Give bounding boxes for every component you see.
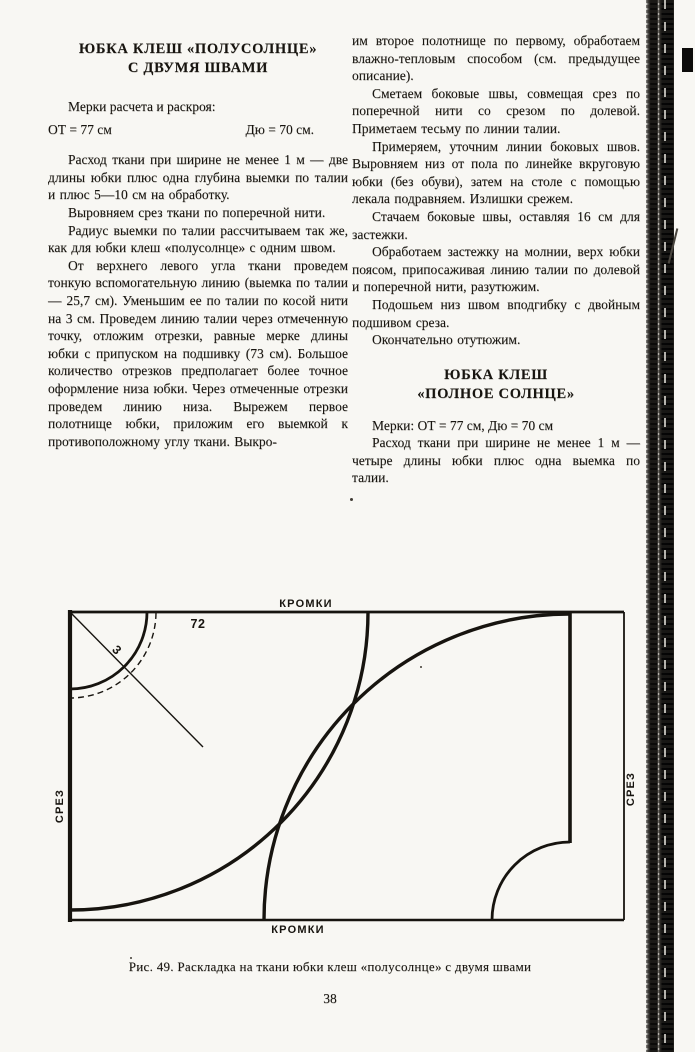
panel2-waist-arc — [492, 842, 570, 920]
bias-guide-line — [71, 613, 203, 747]
paragraph: Окончательно отутюжим. — [372, 332, 521, 348]
paragraph: им второе полотнище по первому, обработаем влажно-тепловым способом (см. предыдущее описание). — [352, 33, 640, 84]
measure-du: Дю = 70 см. — [245, 121, 314, 137]
page-number: 38 — [323, 991, 337, 1006]
section-title-line2: С ДВУМЯ ШВАМИ — [127, 60, 269, 76]
paragraph: Выровняем срез ткани по поперечной нити. — [68, 204, 326, 220]
left-paragraphs — [48, 151, 348, 450]
cut-edge-label-left: СРЕЗ — [54, 788, 66, 824]
cutting-layout-diagram — [40, 585, 660, 945]
left-column — [48, 40, 348, 450]
panel2-hem-arc — [264, 614, 569, 920]
paragraph: Стачаем боковые швы, оставляя 16 см для застежки. — [352, 208, 640, 242]
selvage-label-top: КРОМКИ — [279, 598, 333, 610]
gutter-highlight — [664, 0, 666, 1052]
scan-speck — [130, 957, 132, 959]
book-gutter-shadow — [646, 0, 674, 1052]
figure-caption: Рис. 49. Раскладка на ткани юбки клеш «полусолнце» с двумя швами — [128, 959, 532, 974]
paragraph: Примеряем, уточним линии боковых швов. Выровняем низ от пола по линейке вкруговую юбки (без обуви), затем на столе с помощью лекала подравняем. Излишки срежем. — [352, 138, 640, 207]
section2-measures: Мерки: ОТ = 77 см, Дю = 70 см — [372, 417, 554, 433]
scan-edge-mark — [682, 48, 693, 72]
scan-speck — [350, 498, 353, 501]
dimension-72: 72 — [190, 617, 206, 631]
section2-title-line2: «ПОЛНОЕ СОЛНЦЕ» — [417, 385, 575, 402]
scan-speck — [420, 666, 422, 668]
paragraph: Расход ткани при ширине не менее 1 м — две длины юбки плюс одна глубина выемки по талии и плюс 5—10 см на обработку. — [48, 152, 348, 203]
paragraph: Сметаем боковые швы, совмещая срез по поперечной нити со срезом по долевой. Приметаем тесьму по линии талии. — [352, 85, 640, 136]
measure-ot: ОТ = 77 см — [48, 121, 112, 137]
paragraph: От верхнего левого угла ткани проведем тонкую вспомогательную линию (выемка по талии — 25,7 см). Уменьшим ее по талии по косой нити на 3 см. Проведем линию талии через отмеченную точку, отложим отрезки, равные мерке длины юбки с припуском на подшивку (73 см). Большое количество отрезков предполагает более точное оформление низа юбки. Через отмеченные отрезки проведем линию низа. Вырежем первое полотнище юбки, приложим его выемкой к противоположному углу ткани. Выкро- — [48, 257, 348, 449]
selvage-label-bottom: КРОМКИ — [271, 924, 325, 936]
paragraph: Радиус выемки по талии рассчитываем так же, как для юбки клеш «полусолнце» с одним швом. — [48, 222, 348, 256]
cut-edge-label-right: СРЕЗ — [625, 771, 637, 807]
dimension-3: 3 — [109, 642, 125, 658]
paragraph: Обработаем застежку на молнии, верх юбки поясом, припосаживая линию талии по долевой и поперечной нити, разутюжим. — [352, 244, 640, 295]
paragraph: Подошьем низ швом вподгибку с двойным подшивом среза. — [352, 296, 640, 330]
measures-row — [48, 121, 348, 139]
section2-title-line1: ЮБКА КЛЕШ — [444, 366, 548, 383]
section-title-line1: ЮБКА КЛЕШ «ПОЛУСОЛНЦЕ» — [78, 41, 318, 57]
measures-heading: Мерки расчета и раскроя: — [68, 99, 216, 114]
right-column — [352, 32, 640, 487]
paragraph: Расход ткани при ширине не менее 1 м — четыре длины юбки плюс одна выемка по талии. — [352, 435, 640, 486]
